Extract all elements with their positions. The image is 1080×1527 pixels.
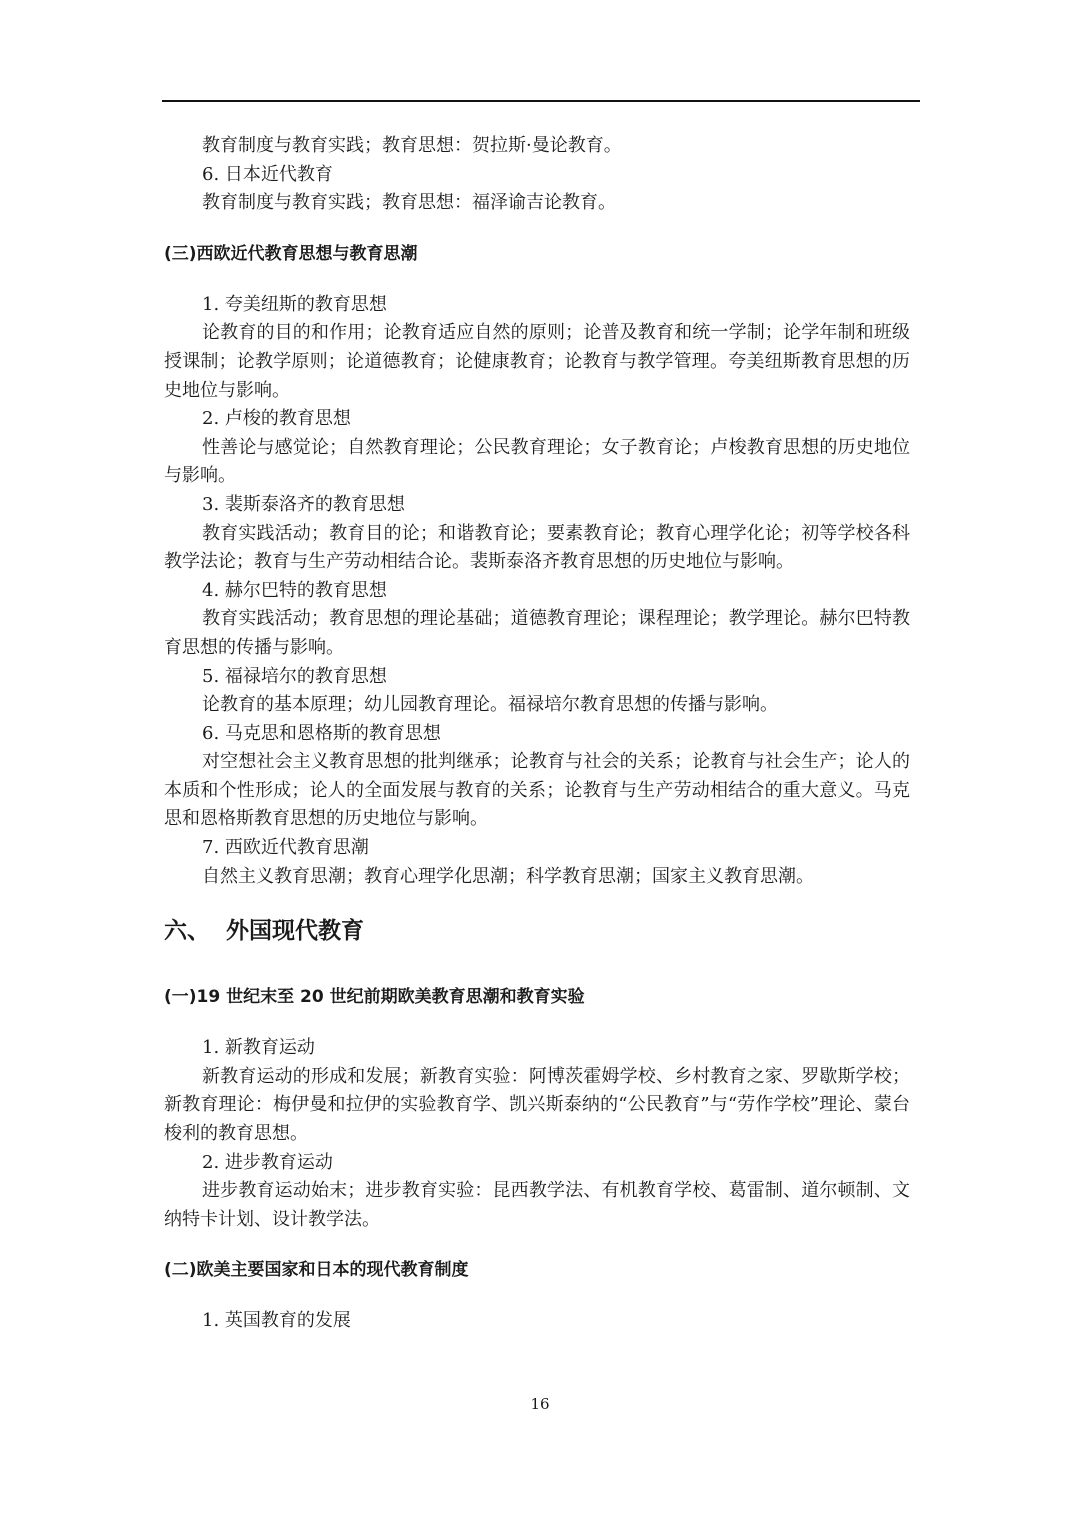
item-title: 2. 卢梭的教育思想 <box>202 408 351 430</box>
paragraph: 论教育的基本原理；幼儿园教育理论。福禄培尔教育思想的传播与影响。 <box>202 694 778 716</box>
paragraph: 教育实践活动；教育思想的理论基础；道德教育理论；课程理论；教学理论。赫尔巴特教育思想的传播与影响。 <box>164 608 910 658</box>
chapter-title: 外国现代教育 <box>226 918 364 945</box>
document-body <box>164 132 910 1336</box>
chapter-number: 六、 <box>164 918 210 945</box>
paragraph: 对空想社会主义教育思想的批判继承；论教育与社会的关系；论教育与社会生产；论人的本质和个性形成；论人的全面发展与教育的关系；论教育与生产劳动相结合的重大意义。马克思和恩格斯教育思想的历史地位与影响。 <box>164 751 910 830</box>
section-heading: (一)19 世纪末至 20 世纪前期欧美教育思潮和教育实验 <box>164 987 585 1008</box>
page-number: 16 <box>530 1395 550 1413</box>
paragraph: 进步教育运动始末；进步教育实验：昆西教学法、有机教育学校、葛雷制、道尔顿制、文纳特卡计划、设计教学法。 <box>164 1180 910 1230</box>
section-heading: (二)欧美主要国家和日本的现代教育制度 <box>164 1260 469 1281</box>
item-title: 1. 英国教育的发展 <box>202 1310 351 1332</box>
paragraph: 论教育的目的和作用；论教育适应自然的原则；论普及教育和统一学制；论学年制和班级授课制；论教学原则；论道德教育；论健康教育；论教育与教学管理。夸美纽斯教育思想的历史地位与影响。 <box>164 322 910 401</box>
item-title: 6. 日本近代教育 <box>202 163 333 185</box>
chapter-heading <box>164 915 910 947</box>
paragraph: 教育实践活动；教育目的论；和谐教育论；要素教育论；教育心理学化论；初等学校各科教学法论；教育与生产劳动相结合论。裴斯泰洛齐教育思想的历史地位与影响。 <box>164 522 910 573</box>
section-heading: (三)西欧近代教育思想与教育思潮 <box>164 243 418 264</box>
paragraph: 自然主义教育思潮；教育心理学化思潮；科学教育思潮；国家主义教育思潮。 <box>202 865 814 887</box>
header-rule <box>162 100 920 102</box>
item-title: 7. 西欧近代教育思潮 <box>202 837 369 859</box>
item-title: 2. 进步教育运动 <box>202 1151 333 1173</box>
item-title: 1. 夸美纽斯的教育思想 <box>202 293 387 315</box>
paragraph: 性善论与感觉论；自然教育理论；公民教育理论；女子教育论；卢梭教育思想的历史地位与影响。 <box>164 436 910 487</box>
item-title: 4. 赫尔巴特的教育思想 <box>202 579 387 601</box>
paragraph: 教育制度与教育实践；教育思想：贺拉斯·曼论教育。 <box>202 135 622 156</box>
item-title: 1. 新教育运动 <box>202 1037 315 1059</box>
item-title: 3. 裴斯泰洛齐的教育思想 <box>202 493 405 515</box>
paragraph: 新教育运动的形成和发展；新教育实验：阿博茨霍姆学校、乡村教育之家、罗歇斯学校；新教育理论：梅伊曼和拉伊的实验教育学、凯兴斯泰纳的“公民教育”与“劳作学校”理论、蒙台梭利的教育思想。 <box>164 1065 910 1145</box>
item-title: 6. 马克思和恩格斯的教育思想 <box>202 722 441 744</box>
item-title: 5. 福禄培尔的教育思想 <box>202 665 387 687</box>
paragraph: 教育制度与教育实践；教育思想：福泽谕吉论教育。 <box>202 192 616 214</box>
